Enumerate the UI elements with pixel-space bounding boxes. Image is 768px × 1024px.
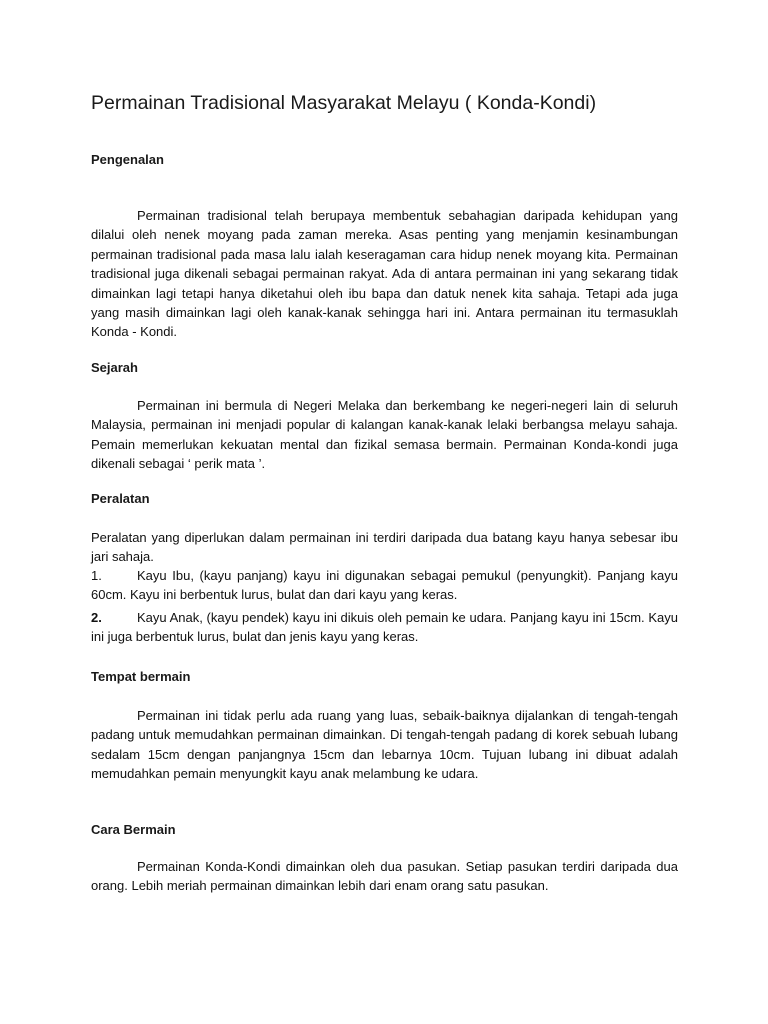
paragraph-pengenalan: Permainan tradisional telah berupaya membentuk sebahagian daripada kehidupan yang dilalui oleh nenek moyang pada zaman mereka. Asas penting yang menjamin kesinambungan permainan tradisional pada masa lalu ialah keseragaman cara hidup nenek moyang kita. Permainan tradisional juga dikenali sebagai permainan rakyat. Ada di antara permainan ini yang sekarang tidak dimainkan lagi tetapi hanya diketahui oleh ibu bapa dan datuk nenek kita sahaja. Tetapi ada juga yang masih dimainkan lagi oleh kanak-kanak sehingga hari ini. Antara permainan itu termasuklah Konda - Kondi. [91,208,678,340]
heading-peralatan: Peralatan [91,491,150,506]
list-item-text: Kayu Anak, (kayu pendek) kayu ini dikuis oleh pemain ke udara. Panjang kayu ini 15cm. Kayu ini juga berbentuk lurus, bulat dan jenis kayu yang keras. [91,610,678,645]
list-number: 2. [91,610,102,625]
heading-pengenalan: Pengenalan [91,152,164,167]
paragraph-tempat-bermain: Permainan ini tidak perlu ada ruang yang luas, sebaik-baiknya dijalankan di tengah-tengah padang untuk memudahkan permainan dimainkan. Di tengah-tengah padang di korek sebuah lubang sedalam 15cm dengan panjangnya 15cm dan lebarnya 10cm. Tujuan lubang ini dibuat adalah memudahkan pemain menyungkit kayu anak melambung ke udara. [91,708,678,782]
heading-sejarah: Sejarah [91,360,138,375]
list-number: 1. [91,568,102,583]
heading-tempat-bermain: Tempat bermain [91,669,191,684]
paragraph-cara-bermain: Permainan Konda-Kondi dimainkan oleh dua pasukan. Setiap pasukan terdiri daripada dua orang. Lebih meriah permainan dimainkan lebih dari enam orang satu pasukan. [91,859,678,894]
heading-cara-bermain: Cara Bermain [91,822,176,837]
document-title: Permainan Tradisional Masyarakat Melayu ( Konda-Kondi) [91,92,597,114]
list-item-kayu-ibu [91,566,678,605]
paragraph-peralatan-intro: Peralatan yang diperlukan dalam permainan ini terdiri daripada dua batang kayu hanya sebesar ibu jari sahaja. [91,530,678,565]
list-item-kayu-anak [91,608,678,647]
list-item-text: Kayu Ibu, (kayu panjang) kayu ini digunakan sebagai pemukul (penyungkit). Panjang kayu 60cm. Kayu ini berbentuk lurus, bulat dan dari kayu yang keras. [91,568,678,603]
paragraph-sejarah: Permainan ini bermula di Negeri Melaka dan berkembang ke negeri-negeri lain di seluruh Malaysia, permainan ini menjadi popular di kalangan kanak-kanak lelaki berbangsa melayu sahaja. Pemain memerlukan kekuatan mental dan fizikal semasa bermain. Permainan Konda-kondi juga dikenali sebagai ‘ perik mata ’. [91,398,678,472]
